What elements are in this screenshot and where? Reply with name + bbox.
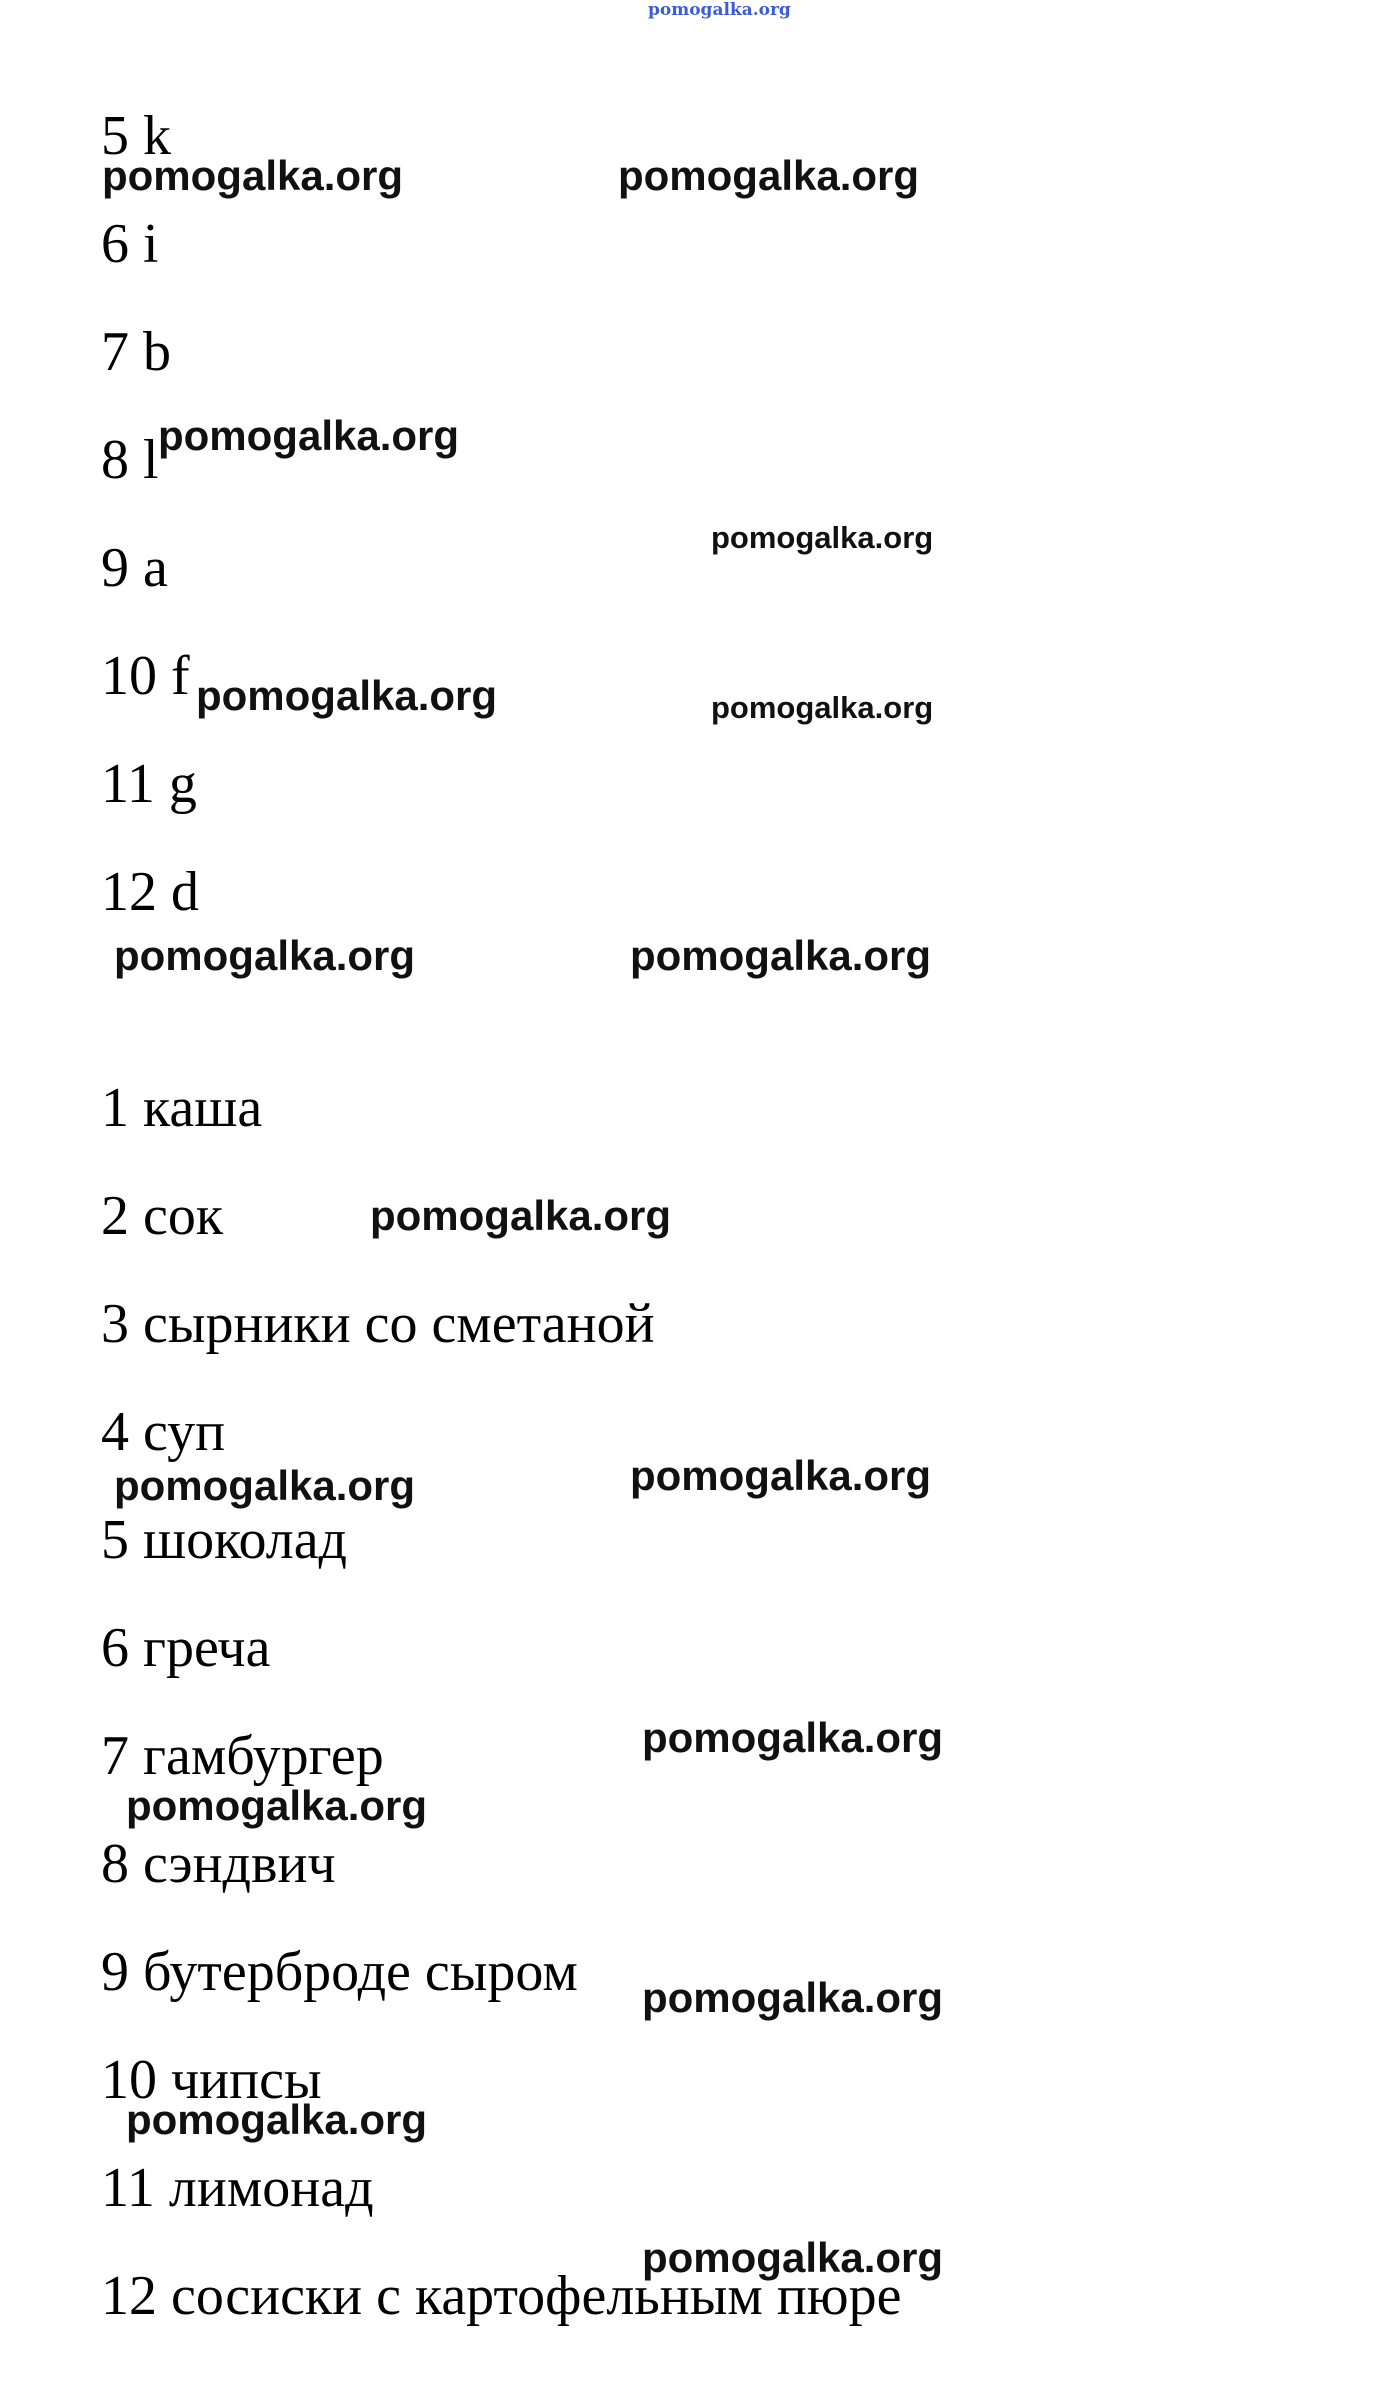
answer-line: 10 чипсы [101,2049,322,2111]
watermark: pomogalka.org [102,152,404,199]
answer-line: 8 l [101,429,159,491]
answer-line: 9 a [101,537,168,599]
answer-line: 12 d [101,861,199,923]
answer-line: 11 лимонад [101,2157,374,2219]
answer-line: 10 f [101,645,190,707]
answer-line: 7 b [101,321,171,383]
answer-line: 2 сок [101,1185,224,1247]
watermark-top: pomogalka.org [648,0,791,20]
answer-line: 11 g [101,753,197,815]
watermark: pomogalka.org [711,520,934,555]
watermark: pomogalka.org [196,672,498,719]
answer-line: 6 греча [101,1617,271,1679]
watermark: pomogalka.org [370,1192,672,1239]
watermark: pomogalka.org [642,1974,944,2021]
answer-line: 1 каша [101,1077,263,1139]
watermark: pomogalka.org [642,2234,944,2281]
watermark: pomogalka.org [114,932,416,979]
watermark: pomogalka.org [126,1782,428,1829]
watermark: pomogalka.org [114,1462,416,1509]
answer-line: 5 шоколад [101,1509,348,1571]
watermark: pomogalka.org [711,690,934,725]
answer-line: 4 суп [101,1401,226,1463]
watermark: pomogalka.org [618,152,920,199]
answer-line: 6 i [101,213,159,275]
watermark: pomogalka.org [630,1452,932,1499]
watermark: pomogalka.org [126,2096,428,2143]
answer-line: 7 гамбургер [101,1725,384,1787]
answer-line: 12 сосиски с картофельным пюре [101,2265,902,2327]
answer-line: 8 сэндвич [101,1833,336,1895]
answer-line: 3 сырники со сметаной [101,1293,655,1355]
answer-line: 9 бутерброде сыром [101,1941,578,2003]
watermark: pomogalka.org [158,412,460,459]
answer-line: 5 k [101,105,171,167]
watermark: pomogalka.org [630,932,932,979]
watermark: pomogalka.org [642,1714,944,1761]
